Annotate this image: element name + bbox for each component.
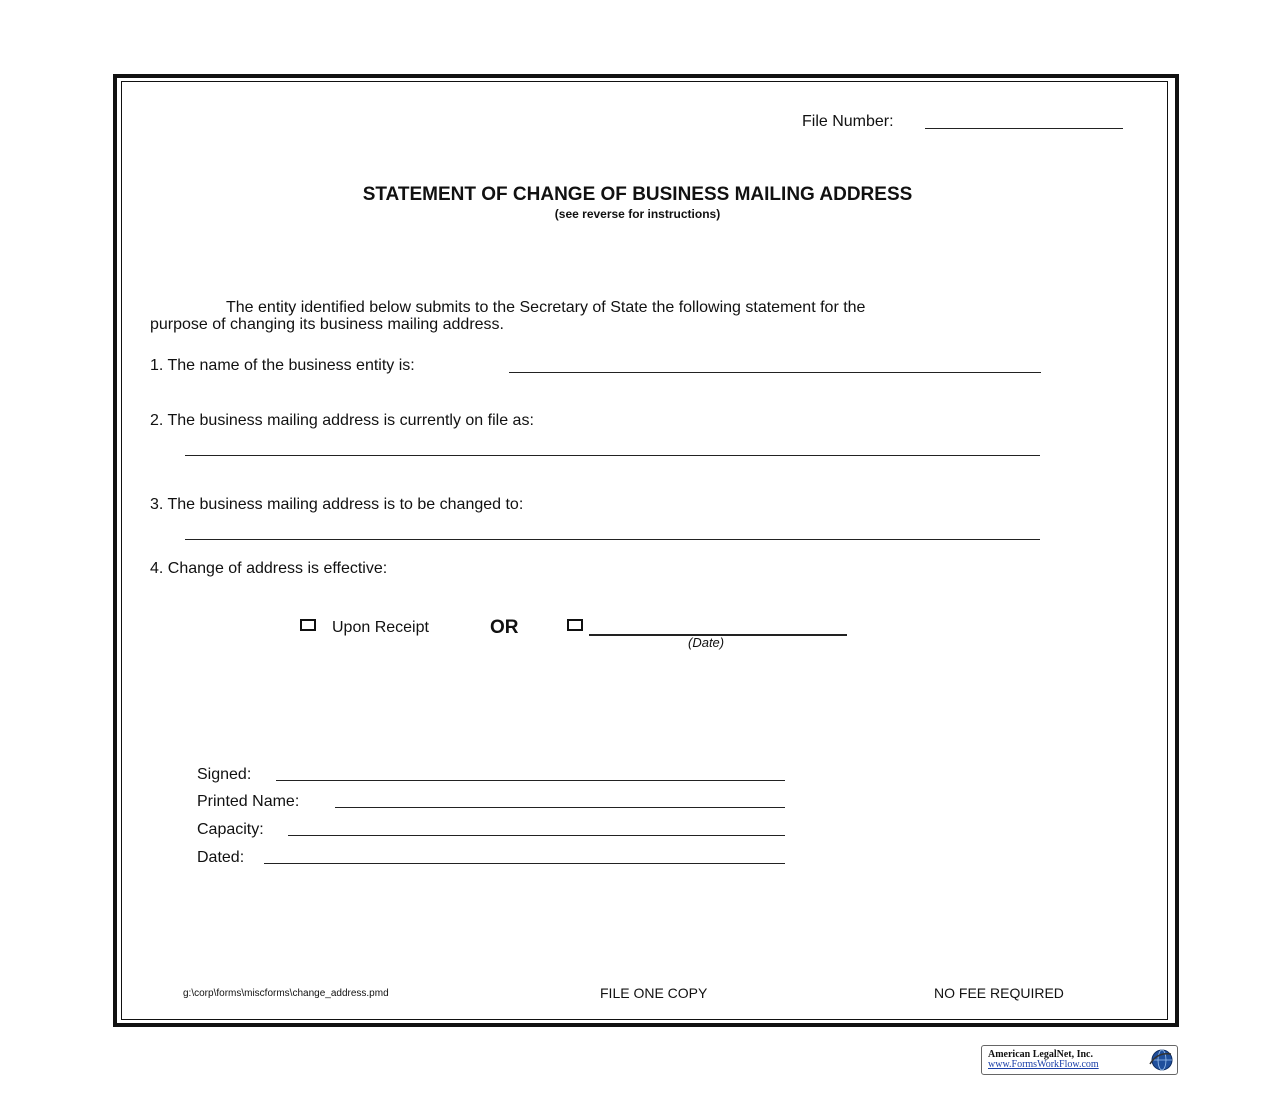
item-3-label: 3. The business mailing address is to be changed to: bbox=[150, 496, 524, 513]
upon-receipt-label: Upon Receipt bbox=[332, 619, 429, 636]
file-number-field[interactable] bbox=[925, 128, 1123, 129]
upon-receipt-checkbox[interactable] bbox=[300, 619, 316, 631]
capacity-label: Capacity: bbox=[197, 821, 264, 838]
date-caption: (Date) bbox=[688, 635, 725, 650]
american-legalnet-badge[interactable] bbox=[981, 1045, 1178, 1075]
new-address-field[interactable] bbox=[185, 539, 1040, 540]
footer-no-fee: NO FEE REQUIRED bbox=[934, 985, 1064, 1001]
printed-name-field[interactable] bbox=[335, 807, 785, 808]
intro-line-2: purpose of changing its business mailing address. bbox=[150, 316, 504, 333]
dated-label: Dated: bbox=[197, 849, 245, 866]
form-inner-border bbox=[121, 81, 1168, 1020]
form-subtitle: (see reverse for instructions) bbox=[554, 207, 721, 221]
current-address-field[interactable] bbox=[185, 455, 1040, 456]
company-name: American LegalNet, Inc. bbox=[988, 1049, 1093, 1060]
printed-name-label: Printed Name: bbox=[197, 793, 300, 810]
signature-field[interactable] bbox=[276, 780, 785, 781]
business-entity-name-field[interactable] bbox=[509, 372, 1041, 373]
item-1-label: 1. The name of the business entity is: bbox=[150, 357, 415, 374]
footer-file-one-copy: FILE ONE COPY bbox=[600, 985, 708, 1001]
capacity-field[interactable] bbox=[288, 835, 785, 836]
footer-file-path: g:\corp\forms\miscforms\change_address.pmd bbox=[183, 988, 389, 999]
company-url-link[interactable]: www.FormsWorkFlow.com bbox=[988, 1059, 1099, 1070]
file-number-label: File Number: bbox=[802, 113, 894, 130]
item-2-label: 2. The business mailing address is currently on file as: bbox=[150, 412, 534, 429]
signed-label: Signed: bbox=[197, 766, 252, 783]
dated-field[interactable] bbox=[264, 863, 785, 864]
specific-date-checkbox[interactable] bbox=[567, 619, 583, 631]
or-label: OR bbox=[490, 617, 519, 638]
globe-icon bbox=[1149, 1048, 1173, 1072]
intro-line-1: The entity identified below submits to the Secretary of State the following statement for the bbox=[226, 299, 866, 316]
item-4-label: 4. Change of address is effective: bbox=[150, 560, 388, 577]
form-title: STATEMENT OF CHANGE OF BUSINESS MAILING ADDRESS bbox=[362, 184, 913, 205]
